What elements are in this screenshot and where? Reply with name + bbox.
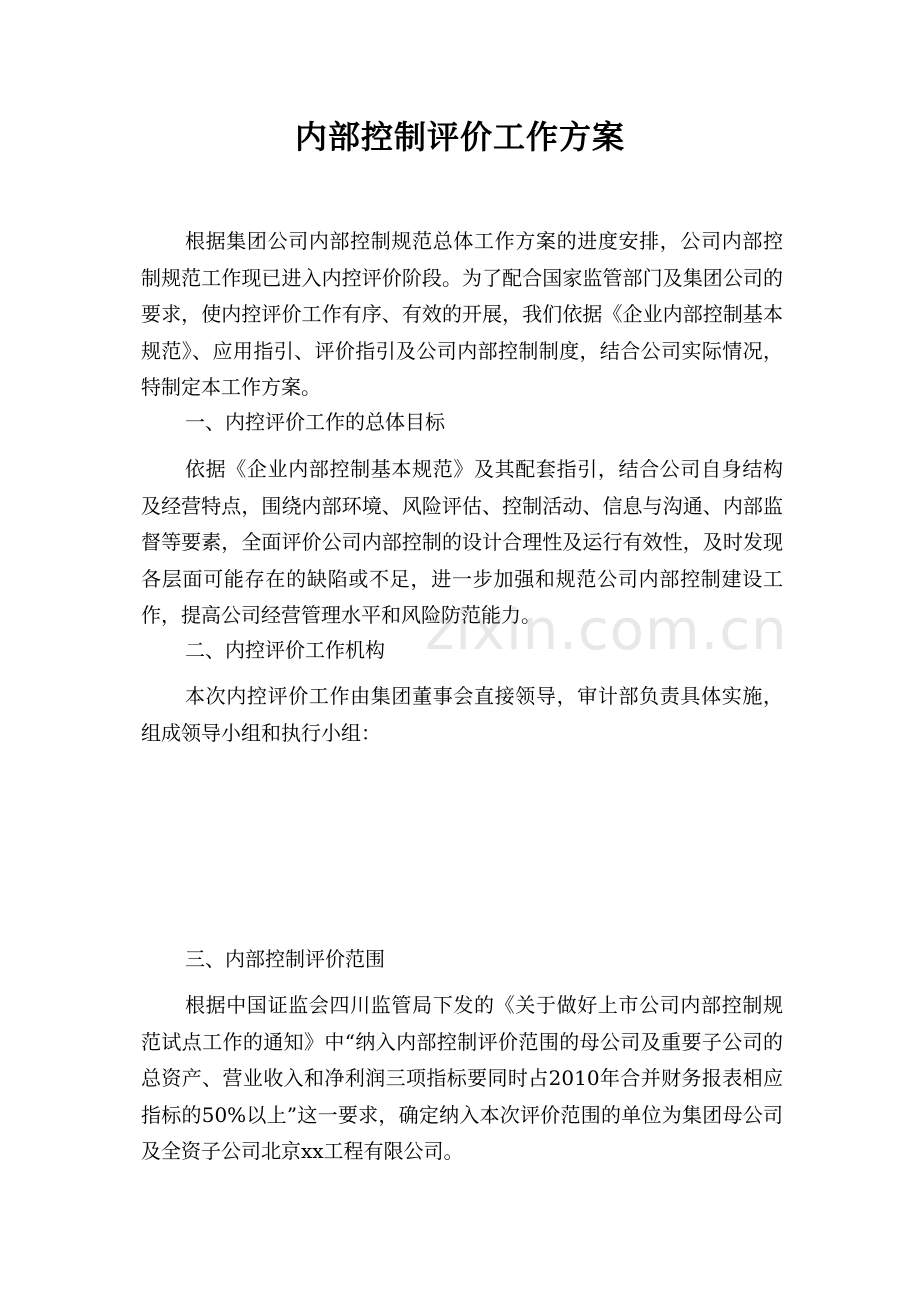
section-2-heading: 二、内控评价工作机构 xyxy=(185,638,385,662)
watermark: zixin.com.cn xyxy=(425,598,788,663)
section-1-heading: 一、内控评价工作的总体目标 xyxy=(185,410,445,434)
section-3-body: 根据中国证监会四川监管局下发的《关于做好上市公司内部控制规范试点工作的通知》中“纳入内部控制评价范围的母公司及重要子公司的总资产、营业收入和净利润三项指标要同时占2010年合并财务报表相应指标的50%以上”这一要求，确定纳入本次评价范围的单位为集团母公司及全资子公司北京xx工程有限公司。 xyxy=(141,993,783,1163)
intro-paragraph: 根据集团公司内部控制规范总体工作方案的进度安排，公司内部控制规范工作现已进入内控评价阶段。为了配合国家监管部门及集团公司的要求，使内控评价工作有序、有效的开展，我们依据《企业内部控制基本规范》、应用指引、评价指引及公司内部控制制度，结合公司实际情况，特制定本工作方案。 xyxy=(141,229,783,399)
section-3-heading: 三、内部控制评价范围 xyxy=(185,947,385,971)
page-title: 内部控制评价工作方案 xyxy=(294,118,625,156)
section-2-body: 本次内控评价工作由集团董事会直接领导，审计部负责具体实施，组成领导小组和执行小组： xyxy=(141,684,783,745)
section-1-body: 依据《企业内部控制基本规范》及其配套指引，结合公司自身结构及经营特点，围绕内部环境、风险评估、控制活动、信息与沟通、内部监督等要素，全面评价公司内部控制的设计合理性及运行有效性，及时发现各层面可能存在的缺陷或不足，进一步加强和规范公司内部控制建设工作，提高公司经营管理水平和风险防范能力。 xyxy=(141,457,783,627)
